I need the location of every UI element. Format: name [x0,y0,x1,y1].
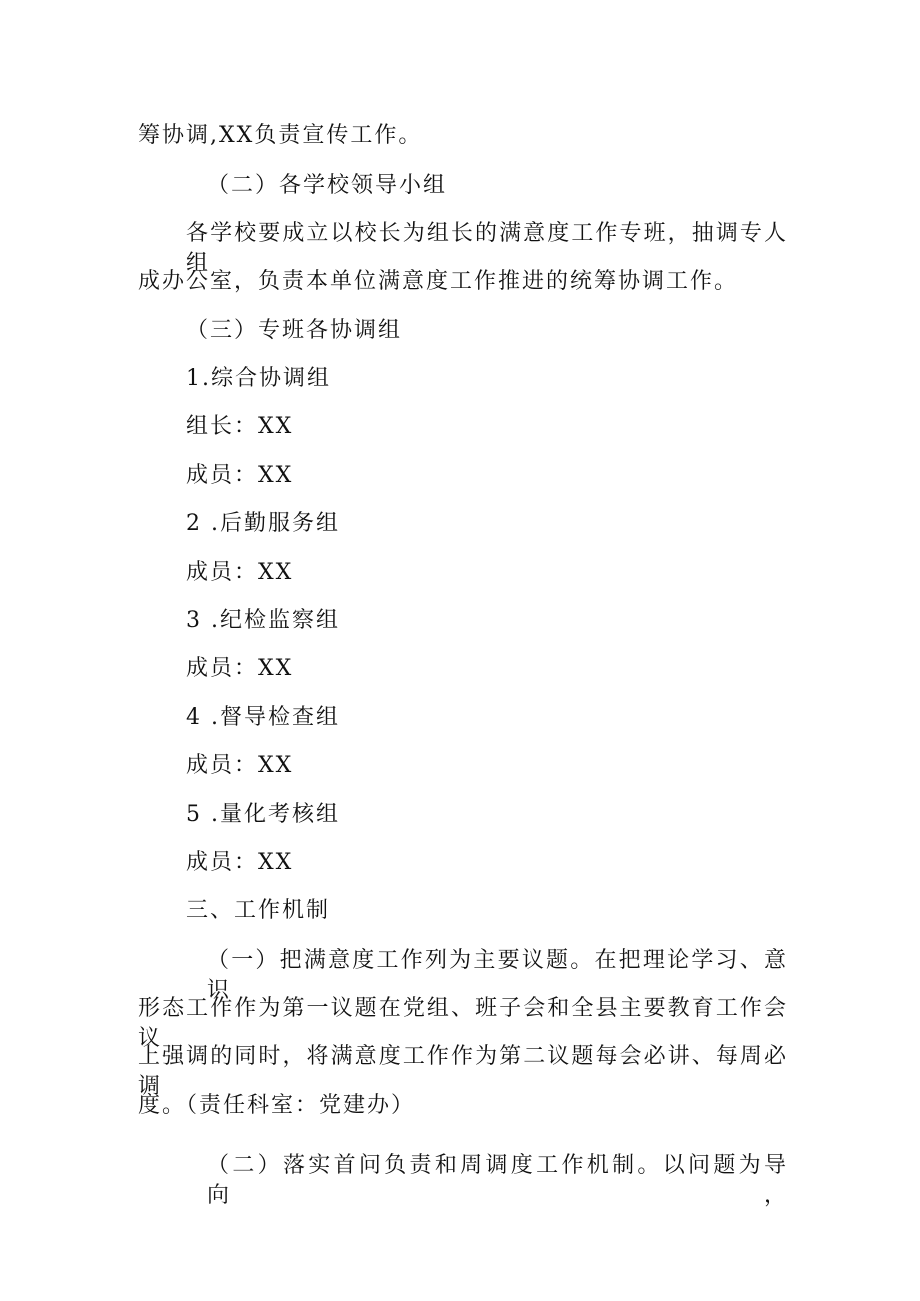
chapter-heading: 三、工作机制 [186,898,331,923]
paragraph-line: 各学校要成立以校长为组长的满意度工作专班，抽调专人组 [186,221,788,276]
group-title: 3 .纪检监察组 [186,608,340,633]
group-title: 4 .督导检查组 [186,705,340,730]
section-heading: （三）专班各协调组 [186,318,403,343]
paragraph-line: （一）把满意度工作列为主要议题。在把理论学习、意识 [207,948,788,1003]
paragraph-line: 上强调的同时，将满意度工作作为第二议题每会必讲、每周必调 [138,1044,788,1099]
group-members: 成员：XX [186,560,294,585]
paragraph-line: （二）落实首问负责和周调度工作机制。以问题为导向， [207,1153,788,1208]
group-members: 成员：XX [186,656,294,681]
group-members: 成员：XX [186,850,294,875]
section-heading: （二）各学校领导小组 [207,173,448,198]
paragraph-line: 成办公室，负责本单位满意度工作推进的统筹协调工作。 [138,269,739,294]
paragraph-line: 度。（责任科室：党建办） [138,1093,416,1118]
group-title: 5 .量化考核组 [186,802,340,827]
paragraph-line: 形态工作作为第一议题在党组、班子会和全县主要教育工作会议 [138,996,788,1051]
paragraph-continuation: 筹协调,XX负责宣传工作。 [138,123,423,148]
group-title: 1.综合协调组 [186,366,331,391]
group-leader: 组长：XX [186,414,294,439]
group-title: 2 .后勤服务组 [186,511,340,536]
group-members: 成员：XX [186,753,294,778]
group-members: 成员：XX [186,463,294,488]
